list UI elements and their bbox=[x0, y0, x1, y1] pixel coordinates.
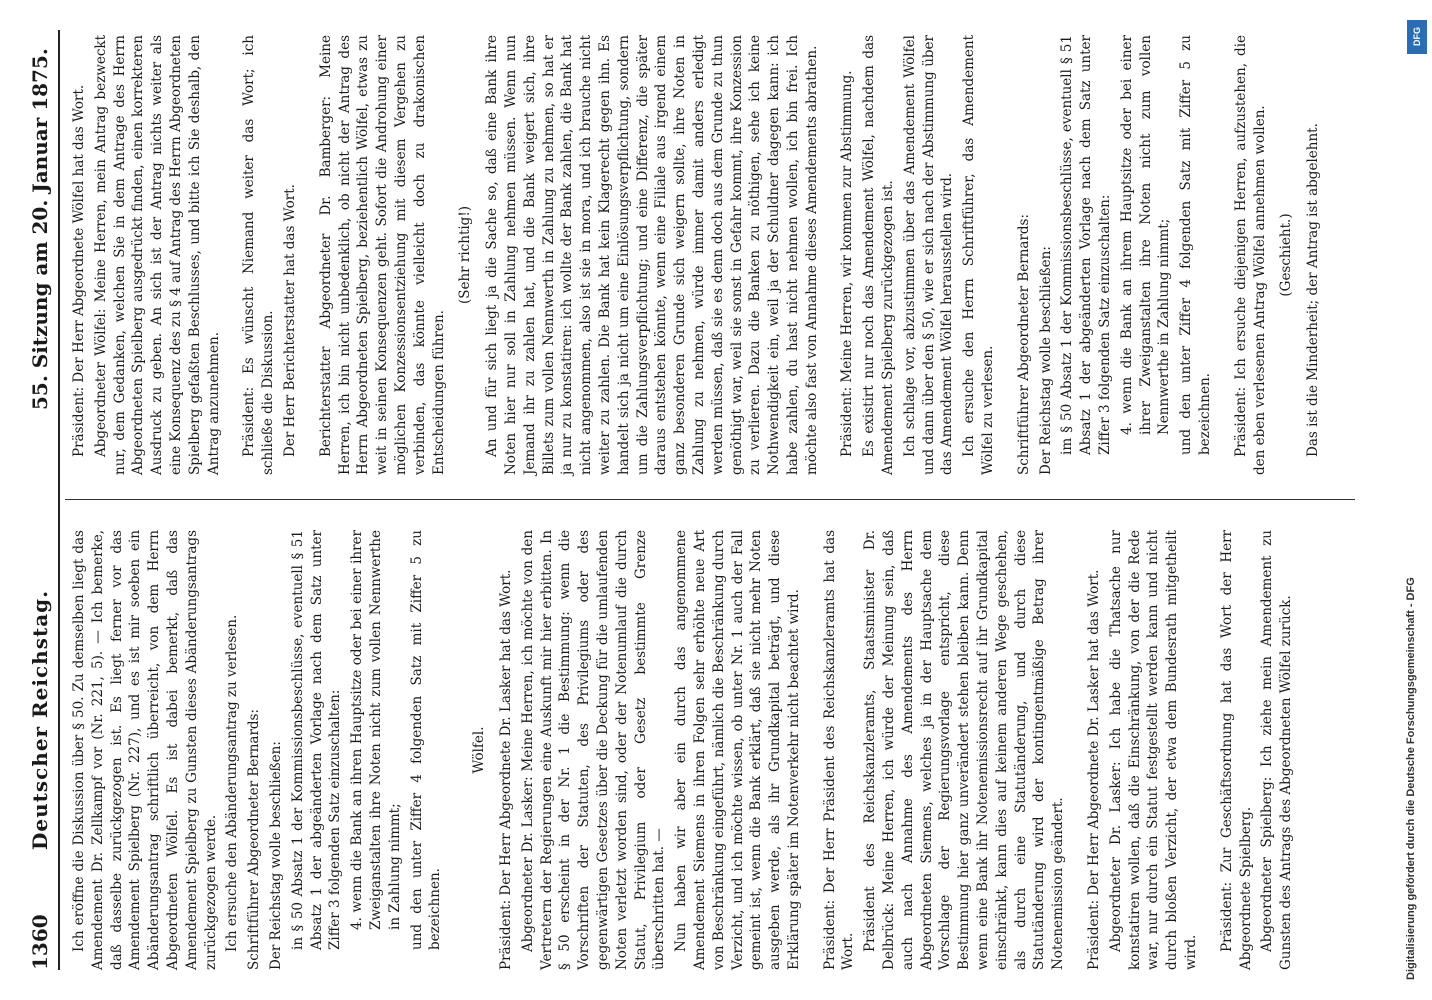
paragraph-gap bbox=[226, 35, 240, 475]
paragraph: Präsident: Meine Herren, wir kommen zur Abstimmung. bbox=[839, 70, 856, 457]
paragraph: Der Reichstag wolle beschließen: bbox=[267, 741, 284, 970]
paragraph: Ich ersuche den Herrn Schriftführer, das Amendement Wölfel zu verlesen. bbox=[961, 35, 997, 475]
paragraph: Präsident: Zur Geschäftsordnung hat das Wort der Herr Abgeordnete Spielberg. bbox=[1218, 530, 1254, 970]
paragraph: 4. wenn die Bank an ihren Hauptsitze oder bei einer ihrer Zweiganstalten ihre Noten nicht zum vollen Nennwerthe in Zahlung nimmt; bbox=[349, 530, 403, 930]
paragraph: Der Reichstag wolle beschließen: bbox=[1037, 246, 1054, 475]
paragraph: Präsident des Reichskanzleramts, Staatsminister Dr. Delbrück: Meine Herren, ich würde der Meinung sein, daß auch nach Annahme des Amendements des Herrn Abgeordneten Siemens, welches ja in der Hauptsache dem Vorschlage der Regierungsvorlage entspricht, diese Bestimmung hier ganz unverändert stehen bleiben kann. Denn wenn eine Bank ihr Notenemissionsrecht auf ihr Grundkapital einschränkt, kann dies auf keinem anderen Wege geschehen, als durch eine Statutänderung, und durch diese Statutänderung wird der kontingentmäßige Betrag ihrer Notenemission geändert. bbox=[862, 530, 1067, 970]
paragraph: 4. wenn die Bank an ihrem Hauptsitze oder bei einer ihrer Zweiganstalten ihre Noten nicht zum vollen Nennwerthe in Zahlung nimmt; bbox=[1118, 35, 1173, 435]
paragraph: Abgeordneter Dr. Lasker: Ich habe die Thatsache nur konstatiren wollen, daß die Einschränkung, von der die Rede war, nur durch ein Statut festgestellt werden kann und nicht durch bloßen Verzicht, der etwa dem Bundesrath mitgetheilt wird. bbox=[1107, 530, 1200, 970]
paragraph: (Sehr richtig!) bbox=[457, 205, 474, 305]
paragraph: in § 50 Absatz 1 der Kommissionsbeschlüsse, eventuell § 51 Absatz 1 der abgeänderten Vorlage nach dem Satz unter Ziffer 3 folgenden Satz einzuschalten: bbox=[289, 530, 344, 950]
left-column bbox=[70, 530, 1299, 970]
session-title: 55. Sitzung am 20. Januar 1875. bbox=[28, 48, 52, 410]
paragraph: Es existirt nur noch das Amendement Wölfel, nachdem das Amendement Spielberg zurückgezogen ist. bbox=[861, 35, 897, 475]
paragraph-gap bbox=[1204, 530, 1218, 970]
paragraph: Präsident: Der Herr Abgeordnete Wölfel hat das Wort. bbox=[71, 84, 87, 457]
paragraph: Abgeordneter Dr. Lasker: Meine Herren, ich möchte von den Vertretern der Regierungen eine Auskunft mir hier erbitten. In § 50 erscheint in der Nr. 1 die Bestimmung: wenn die Vorschriften der Statuten, des Privilegiums oder des gegenwärtigen Gesetzes über die Deckung für die umlaufenden Noten verletzt worden sind, oder der Notenumlauf die durch Statut, Privilegium oder Gesetz bestimmte Grenze überschritten hat. — bbox=[519, 530, 668, 970]
paragraph: Abgeordneter Wölfel: Meine Herren, mein Antrag bezweckt nur, dem Gedanken, welchen Sie in dem Antrage des Herrn Abgeordneten Spielberg ausgedrückt finden, einen korrekteren Ausdruck zu geben. An sich ist der Antrag nichts weiter als eine Konsequenz des zu § 4 auf Antrag des Herrn Abgeordneten Spielberg gefaßten Beschlusses, und bitte ich Sie deshalb, den Antrag anzunehmen. bbox=[92, 35, 222, 475]
paragraph: Abgeordneter Spielberg: Ich ziehe mein Amendement zu Gunsten des Antrags des Abgeordneten Wölfel zurück. bbox=[1259, 530, 1295, 970]
paragraph: Nun haben wir aber ein durch das angenommene Amendement Siemens in ihren Folgen sehr erhöhte neue Art von Beschränkung eingeführt, nämlich die Beschränkung durch Verzicht, und ich möchte wissen, ob unter Nr. 1 auch der Fall gemeint ist, wenn die Bank erklärt, daß sie nicht mehr Noten ausgeben werde, als ihr Grundkapital beträgt, und diese Erklärung später im Notenverkehr nicht beachtet wird. bbox=[673, 530, 802, 970]
paragraph: Präsident: Es wünscht Niemand weiter das Wort; ich schließe die Diskussion. bbox=[241, 35, 277, 475]
paragraph-gap bbox=[1218, 35, 1232, 475]
paragraph: Präsident: Der Herr Präsident des Reichskanzleramts hat das Wort. bbox=[821, 530, 857, 970]
paragraph: und den unter Ziffer 4 folgenden Satz mit Ziffer 5 zu bezeichnen. bbox=[408, 530, 444, 950]
page-header bbox=[28, 20, 58, 970]
paragraph-gap bbox=[448, 530, 462, 970]
paragraph: Schriftführer Abgeordneter Bernards: bbox=[246, 708, 263, 970]
paragraph-gap bbox=[807, 530, 821, 970]
paragraph-gap bbox=[824, 35, 838, 475]
dfg-logo: DFG bbox=[1407, 20, 1427, 54]
paragraph: Wölfel. bbox=[471, 726, 488, 774]
right-column bbox=[70, 35, 1326, 475]
paragraph: Ich eröffne die Diskussion über § 50. Zu demselben liegt das Amendement Dr. Zellkampf vor (Nr. 221, 5). — Ich bemerke, daß dasselbe zurückgezogen ist. Es liegt ferner vor das Amendement Spielberg (Nr. 227), und es ist mir soeben ein Abänderungsantrag schriftlich überreicht, von dem Herrn Abgeordneten Wölfel. Es ist dabei bemerkt, daß das Amendement Spielberg zu Gunsten dieses Abänderungsantrags zurückgezogen werde. bbox=[71, 530, 219, 970]
paragraph-gap bbox=[1001, 35, 1015, 475]
paragraph: im § 50 Absatz 1 der Kommissionsbeschlüsse, eventuell § 51 Absatz 1 der abgeänderten Vorlage nach dem Satz unter Ziffer 3 folgenden Satz einzuschalten: bbox=[1059, 35, 1114, 455]
paragraph: Der Herr Berichterstatter hat das Wort. bbox=[281, 184, 298, 457]
paragraph: (Geschieht.) bbox=[1278, 213, 1295, 297]
page-number: 1360 bbox=[28, 914, 52, 970]
header-rule bbox=[58, 30, 60, 970]
publication-title: Deutscher Reichstag. bbox=[28, 589, 52, 850]
watermark-text: Digitalisierung gefördert durch die Deutsche Forschungsgemeinschaft - DFG bbox=[1405, 577, 1417, 980]
paragraph-gap bbox=[1071, 530, 1085, 970]
paragraph: Berichterstatter Abgeordneter Dr. Bamberger: Meine Herren, ich bin nicht unbedenklich, ob nicht der Antrag des Herrn Abgeordneten Spielberg, beziehentlich Wölfel, etwas zu weit in seinen Konsequenzen geht. Sofort die Androhung einer möglichen Konzessionsentziehung mit diesem Vergehen zu verbinden, das könnte vielleicht doch zu drakonischen Entscheidungen führen. bbox=[317, 35, 447, 475]
paragraph: Schriftführer Abgeordneter Bernards: bbox=[1015, 213, 1032, 475]
paragraph: Präsident: Der Herr Abgeordnete Dr. Lasker hat das Wort. bbox=[497, 569, 514, 970]
paragraph: Präsident: Ich ersuche diejenigen Herren, aufzustehen, die den eben verlesenen Antrag Wölfel annehmen wollen. bbox=[1232, 35, 1268, 475]
paragraph: und den unter Ziffer 4 folgenden Satz mit Ziffer 5 zu bezeichnen. bbox=[1178, 35, 1214, 455]
paragraph: Ich ersuche den Abänderungsantrag zu verlesen. bbox=[224, 614, 241, 952]
paragraph: Präsident: Der Herr Abgeordnete Dr. Lasker hat das Wort. bbox=[1086, 569, 1103, 970]
paragraph: Ich schlage vor, abzustimmen über das Amendement Wölfel und dann über den § 50, wie er sich nach der Abstimmung über das Amendement Wölfel herausstellen wird. bbox=[901, 35, 956, 475]
dfg-watermark bbox=[1405, 20, 1431, 980]
paragraph-gap bbox=[303, 35, 317, 475]
paragraph: An und für sich liegt ja die Sache so, daß eine Bank ihre Noten hier nur soll in Zahlung nehmen müssen. Wenn nun Jemand ihr zu zahlen hat, und die Bank weigert sich, ihre Billets zum vollen Nennwerth in Zahlung zu nehmen, so hat er ja nur zu konstatiren: ich wollte der Bank zahlen, die Bank hat nicht angenommen, also ist sie in mora, und ich brauche nicht weiter zu zahlen. Die Bank hat kein Klagerecht gegen ihn. Es handelt sich ja nicht um eine Einlösungsverpflichtung, sondern um die Zahlungsverpflichtung; und eine Differenz, die später daraus entstehen könnte, wenn eine Filiale aus irgend einem ganz besonderen Grunde sich weigern sollte, ihre Noten in Zahlung zu nehmen, würde immer damit anders erledigt werden müssen, daß sie es denn doch aus dem Grunde zu thun genöthigt war, weil sie sonst in Gefahr kommt, ihre Konzession zu verlieren. Dazu die Banken zu nöthigen, sehe ich keine Nothwendigkeit ein, weil ja der Schuldner dagegen kann: ich habe zahlen, du hast nicht nehmen wollen, ich bin frei. Ich möchte also fast von Annahme dieses Amendements abrathen. bbox=[484, 35, 820, 475]
column-divider bbox=[65, 499, 1355, 500]
paragraph: Das ist die Minderheit; der Antrag ist abgelehnt. bbox=[1305, 123, 1322, 457]
